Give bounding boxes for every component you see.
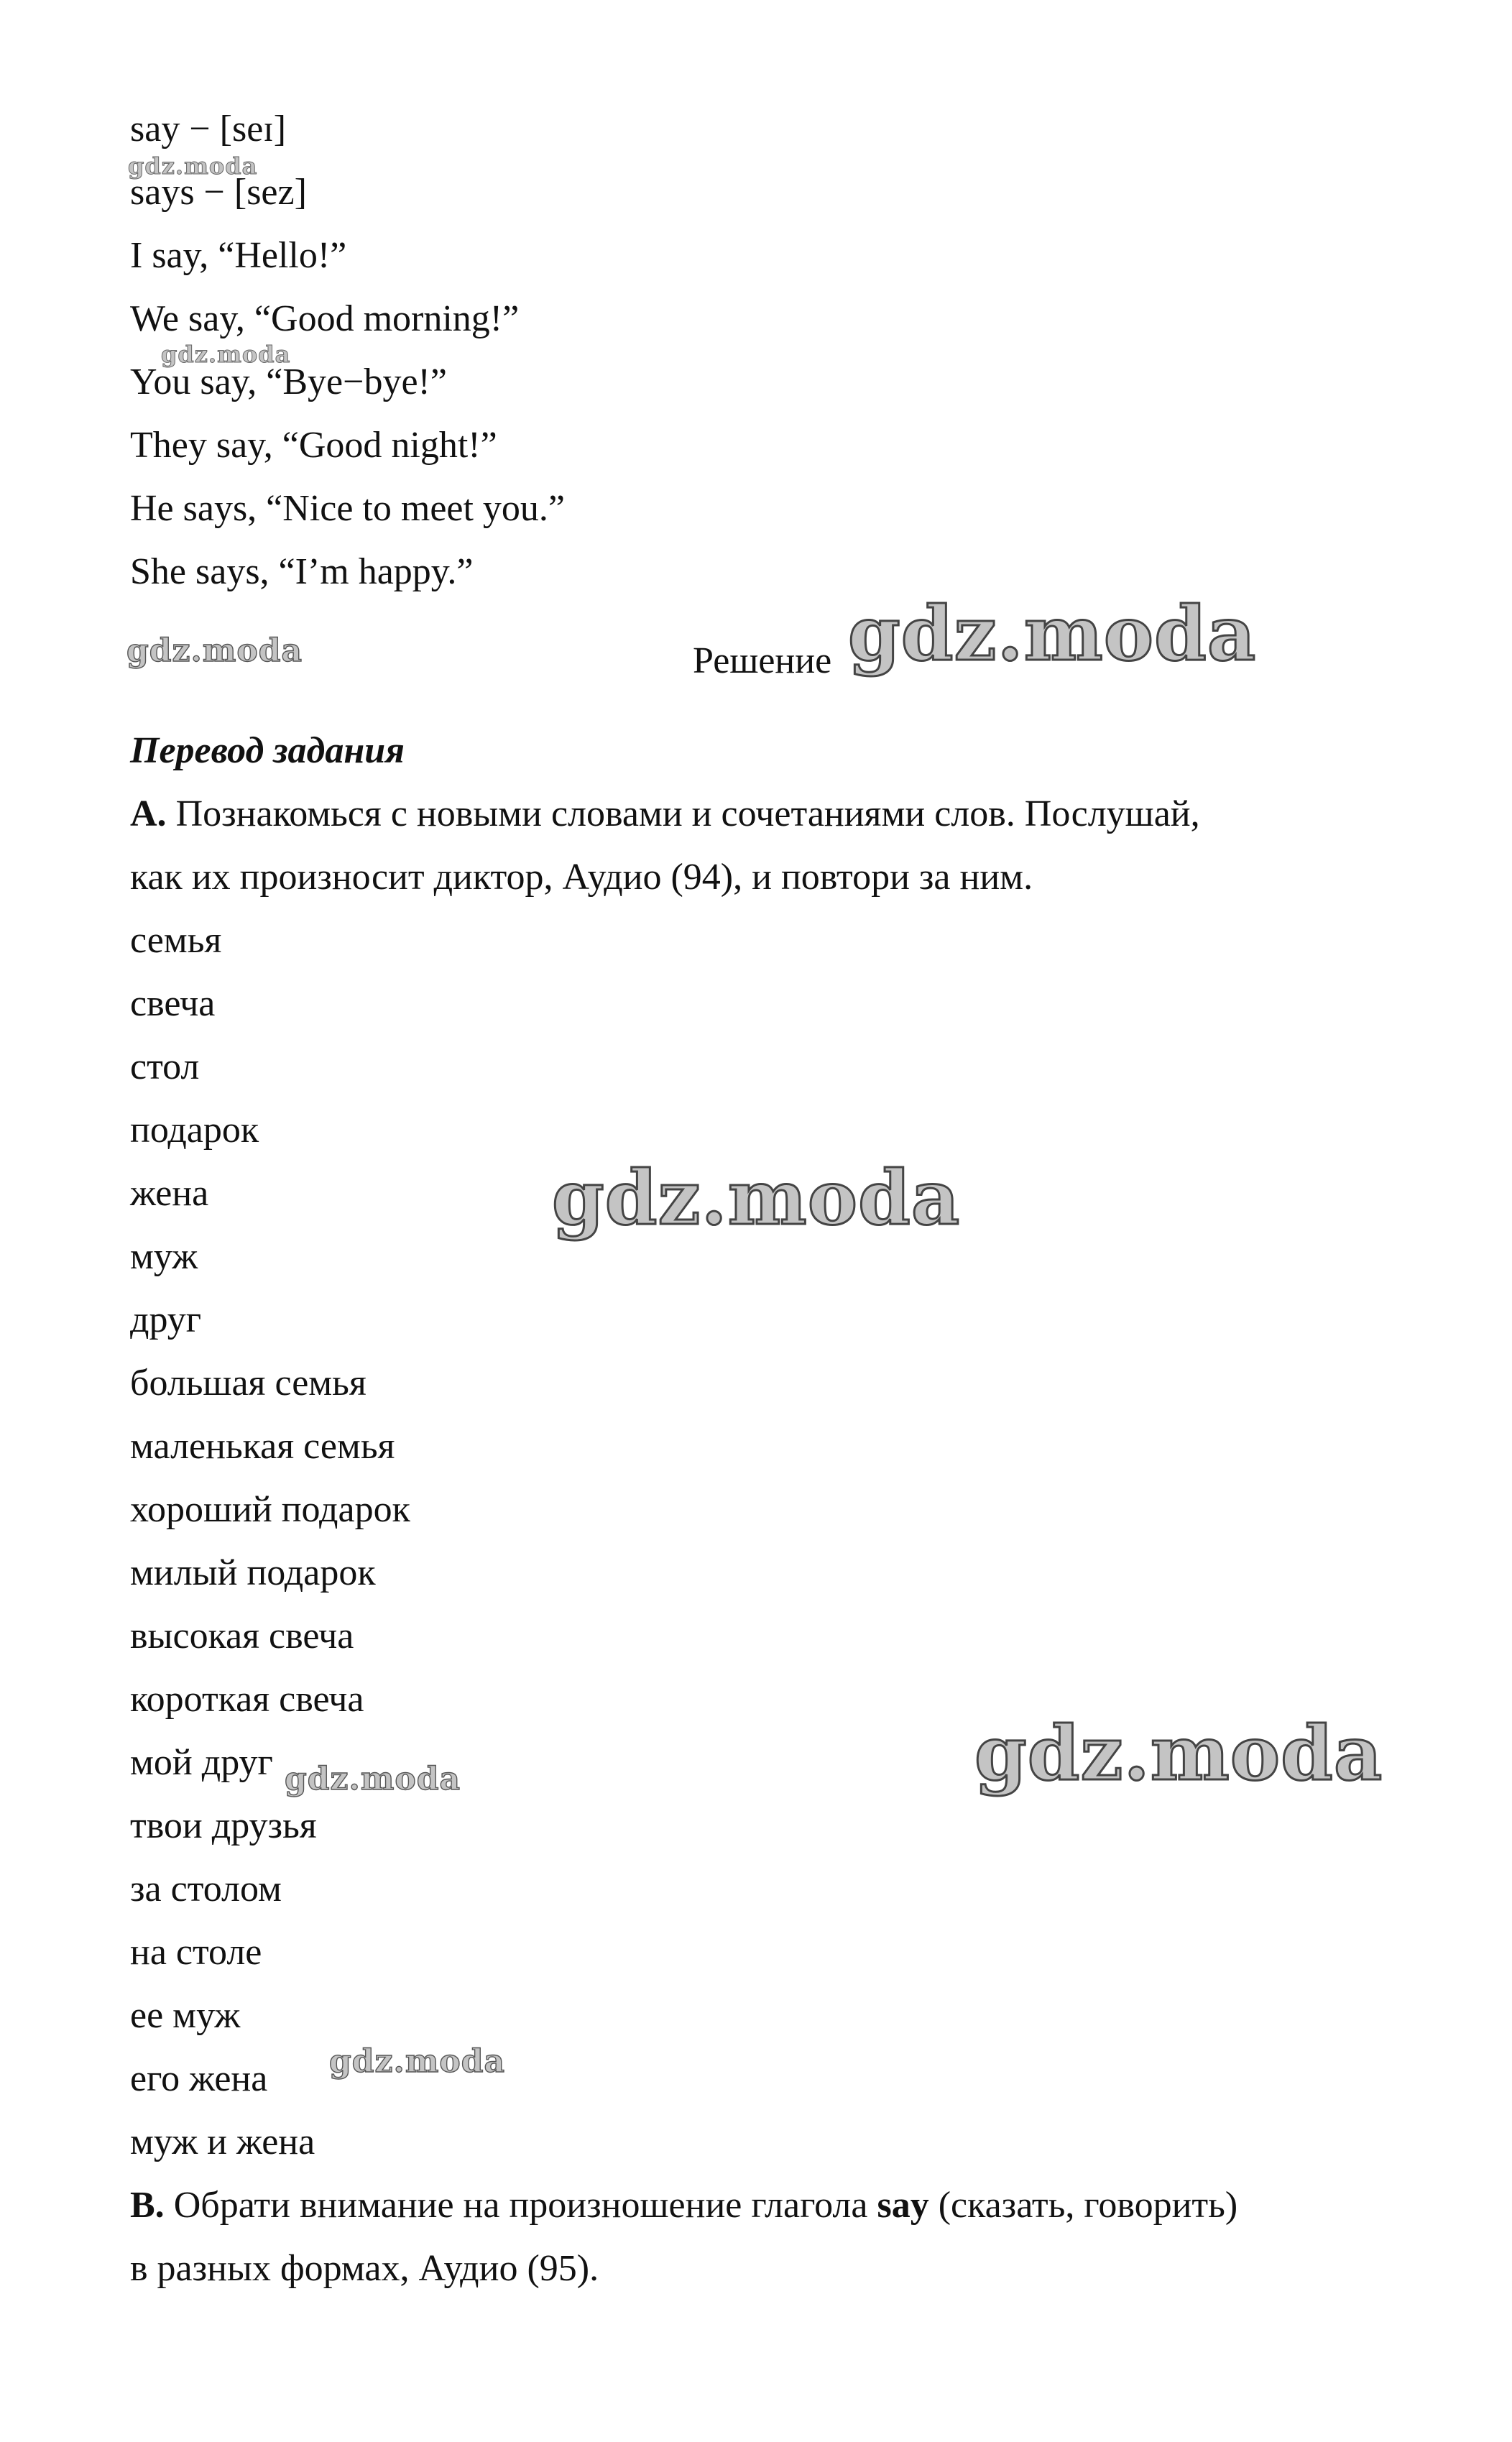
english-line-5: You say, “Bye−bye!” [130, 361, 447, 402]
section-b-marker: B. [130, 2185, 165, 2226]
word-item: большая семья [130, 1363, 367, 1404]
watermark: gdz.moda [128, 152, 258, 180]
word-item: милый подарок [130, 1552, 376, 1593]
section-b-text-2: (сказать, говорить) [928, 2185, 1238, 2226]
word-item: жена [130, 1173, 209, 1214]
word-item: твои друзья [130, 1805, 317, 1846]
word-item: его жена [130, 2058, 268, 2099]
english-line-7: He says, “Nice to meet you.” [130, 488, 566, 529]
section-a-line-1 [130, 793, 1200, 836]
word-item: хороший подарок [130, 1489, 410, 1530]
section-b-text-1: Обрати внимание на произношение глагола [164, 2185, 877, 2226]
word-item: подарок [130, 1110, 259, 1151]
word-item: короткая свеча [130, 1679, 364, 1720]
word-item: за столом [130, 1869, 282, 1909]
english-line-1: say − [seɪ] [130, 109, 287, 149]
watermark: gdz.moda [552, 1153, 961, 1242]
section-a-marker: A. [130, 793, 167, 834]
english-line-8: She says, “I’m happy.” [130, 551, 474, 592]
english-line-6: They say, “Good night!” [130, 425, 497, 466]
section-b-line-2: в разных формах, Аудио (95). [130, 2248, 599, 2289]
word-item: высокая свеча [130, 1616, 354, 1657]
section-a-line-2: как их произносит диктор, Аудио (94), и повтори за ним. [130, 857, 1033, 898]
word-item: свеча [130, 983, 216, 1024]
word-item: муж [130, 1236, 198, 1277]
word-item: стол [130, 1046, 200, 1087]
word-item: на столе [130, 1932, 262, 1973]
word-item: семья [130, 920, 222, 961]
watermark: gdz.moda [848, 589, 1257, 678]
english-line-3: I say, “Hello!” [130, 235, 347, 276]
word-item: мой друг [130, 1742, 273, 1783]
section-a-text-1: Познакомься с новыми словами и сочетаниями слов. Послушай, [166, 793, 1200, 834]
word-item: муж и жена [130, 2121, 315, 2162]
english-line-4: We say, “Good morning!” [130, 298, 520, 339]
word-item: маленькая семья [130, 1426, 395, 1467]
english-line-2: says − [sez] [130, 172, 307, 213]
watermark: gdz.moda [161, 341, 291, 368]
word-item: ее муж [130, 1995, 241, 2036]
section-b-bold-word: say [877, 2185, 929, 2226]
watermark: gdz.moda [126, 632, 303, 669]
watermark: gdz.moda [329, 2043, 506, 2080]
solution-label: Решение [693, 640, 832, 681]
word-item: друг [130, 1299, 202, 1340]
watermark: gdz.moda [974, 1709, 1383, 1797]
section-b-line-1 [130, 2184, 1237, 2227]
translation-title: Перевод задания [130, 730, 405, 771]
watermark: gdz.moda [285, 1761, 461, 1797]
